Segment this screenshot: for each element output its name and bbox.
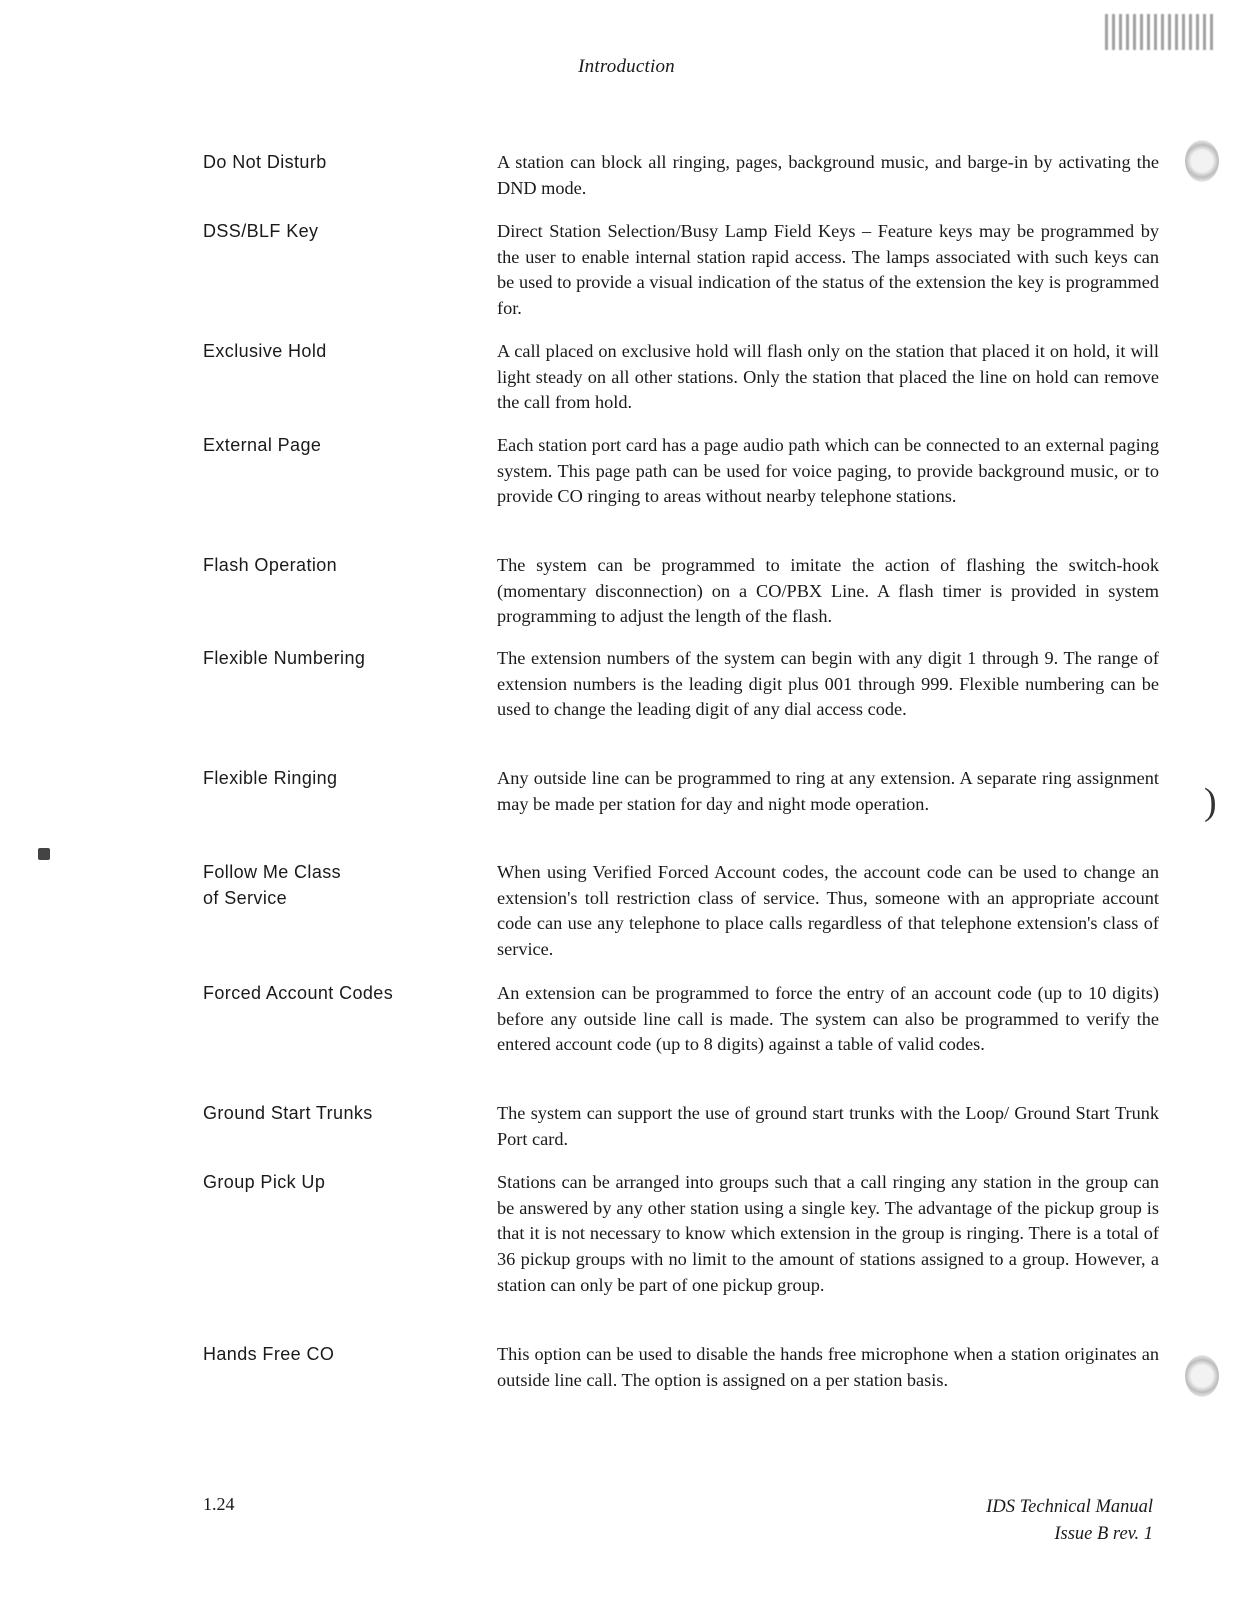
entry-description: Direct Station Selection/Busy Lamp Field Keys – Feature keys may be programmed by the user to enable internal station rapid access. The lamps associated with such keys can be used to provide a visual indication of the status of the extension the key is programmed for. xyxy=(497,221,1159,319)
entry-term: Hands Free CO xyxy=(203,1344,335,1364)
entry-term: DSS/BLF Key xyxy=(203,221,319,241)
punch-hole-icon xyxy=(1185,1355,1219,1397)
entry-term: Flexible Ringing xyxy=(203,768,338,788)
entry-term: Flash Operation xyxy=(203,555,338,575)
smudge-mark xyxy=(1105,14,1215,50)
punch-hole-icon xyxy=(1185,140,1219,182)
entry-term: Follow Me Class of Service xyxy=(203,862,342,908)
entry-description: A station can block all ringing, pages, background music, and barge-in by activating the DND mode. xyxy=(497,152,1159,198)
entry-term: Exclusive Hold xyxy=(203,341,327,361)
entry-description: An extension can be programmed to force the entry of an account code (up to 10 digits) before any outside line call is made. The system can also be programmed to verify the entered account code (up to 8 digits) against a table of valid codes. xyxy=(497,983,1159,1055)
entry-description: The system can support the use of ground start trunks with the Loop/ Ground Start Trunk Port card. xyxy=(497,1103,1159,1149)
entry-term: Group Pick Up xyxy=(203,1172,326,1192)
entry-description: This option can be used to disable the hands free microphone when a station originates an outside line call. The option is assigned on a per station basis. xyxy=(497,1344,1159,1390)
page-header: Introduction xyxy=(578,56,675,77)
entry-description: The system can be programmed to imitate the action of flashing the switch-hook (momentary disconnection) on a CO/PBX Line. A flash timer is provided in system programming to adjust the length of the flash. xyxy=(497,555,1159,627)
entry-term: Forced Account Codes xyxy=(203,983,394,1003)
entry-term: Flexible Numbering xyxy=(203,648,366,668)
entry-term: External Page xyxy=(203,435,322,455)
entry-term: Ground Start Trunks xyxy=(203,1103,373,1123)
entry-term: Do Not Disturb xyxy=(203,152,327,172)
manual-title: IDS Technical Manual xyxy=(986,1497,1153,1517)
footer-manual-info xyxy=(986,1494,1153,1548)
speck-mark xyxy=(38,848,50,860)
entry-description: A call placed on exclusive hold will flash only on the station that placed it on hold, it will light steady on all other stations. Only the station that placed the line on hold can remove the call from hold. xyxy=(497,341,1159,413)
entry-description: Stations can be arranged into groups such that a call ringing any station in the group can be answered by any other station using a single key. The advantage of the pickup group is that it is not necessary to know which extension in the group is ringing. There is a total of 36 pickup groups with no limit to the amount of stations assigned to a group. However, a station can only be part of one pickup group. xyxy=(497,1172,1159,1295)
entry-description: Each station port card has a page audio path which can be connected to an external paging system. This page path can be used for voice paging, to provide background music, or to provide CO ringing to areas without nearby telephone stations. xyxy=(497,435,1159,507)
issue-label: Issue B rev. 1 xyxy=(1054,1524,1153,1544)
entry-description: The extension numbers of the system can begin with any digit 1 through 9. The range of extension numbers is the leading digit plus 001 through 999. Flexible numbering can be used to change the leading digit of any dial access code. xyxy=(497,648,1159,720)
page-number: 1.24 xyxy=(203,1494,235,1514)
entry-description: Any outside line can be programmed to ring at any extension. A separate ring assignment may be made per station for day and night mode operation. xyxy=(497,768,1159,814)
entry-description: When using Verified Forced Account codes, the account code can be used to change an extension's toll restriction class of service. Thus, someone with an appropriate account code can use any telephone to place calls regardless of that telephone extension's class of service. xyxy=(497,862,1159,960)
paren-mark: ) xyxy=(1204,781,1217,823)
